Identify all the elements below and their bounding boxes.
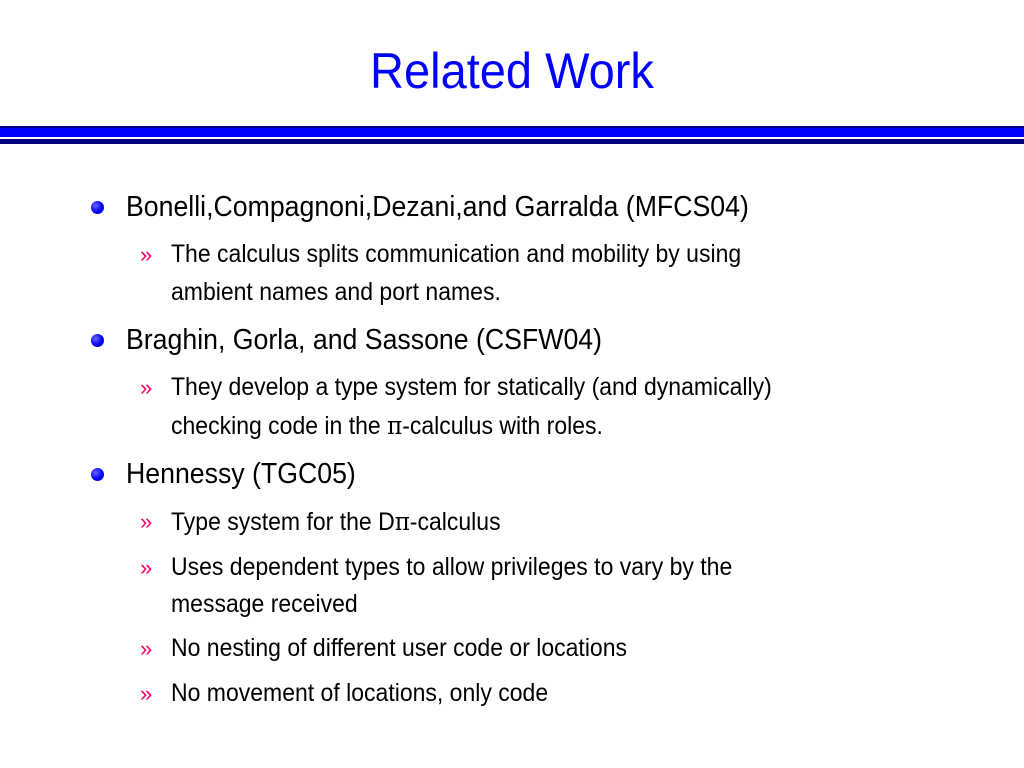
sub-item-line xyxy=(171,509,501,535)
bullet-item-braghin: Braghin, Gorla, and Sassone (CSFW04) xyxy=(126,324,603,356)
sub-item-text: -calculus xyxy=(409,508,501,536)
slide-title: Related Work xyxy=(370,43,654,99)
sub-bullet-marker: » xyxy=(140,681,153,706)
sub-item-line: message received xyxy=(171,590,358,618)
sub-item-line: ambient names and port names. xyxy=(171,278,501,306)
sub-item-text: Type system for the D xyxy=(171,508,395,536)
sub-item-line: No movement of locations, only code xyxy=(171,679,549,707)
sub-item-line xyxy=(171,413,603,439)
sub-bullet-marker: » xyxy=(140,636,153,661)
bullet-dot-icon xyxy=(91,201,104,214)
pi-symbol: π xyxy=(387,411,403,440)
bullet-item-bonelli: Bonelli,Compagnoni,Dezani,and Garralda (MFCS04) xyxy=(126,191,749,223)
sub-item-line: The calculus splits communication and mobility by using xyxy=(171,240,742,268)
sub-item-line: Uses dependent types to allow privileges to vary by the xyxy=(171,553,733,581)
sub-bullet-marker: » xyxy=(140,555,153,580)
bullet-item-hennessy: Hennessy (TGC05) xyxy=(126,458,356,490)
sub-bullet-marker: » xyxy=(140,375,153,400)
pi-symbol: π xyxy=(394,507,410,536)
sub-item-text: checking code in the xyxy=(171,412,388,440)
sub-bullet-marker: » xyxy=(140,509,153,534)
sub-item-line: They develop a type system for statically (and dynamically) xyxy=(171,373,772,401)
sub-bullet-marker: » xyxy=(140,242,153,267)
sub-item-line: No nesting of different user code or locations xyxy=(171,634,628,662)
sub-item-text: -calculus with roles. xyxy=(402,412,603,440)
bullet-dot-icon xyxy=(91,334,104,347)
bullet-dot-icon xyxy=(91,468,104,481)
